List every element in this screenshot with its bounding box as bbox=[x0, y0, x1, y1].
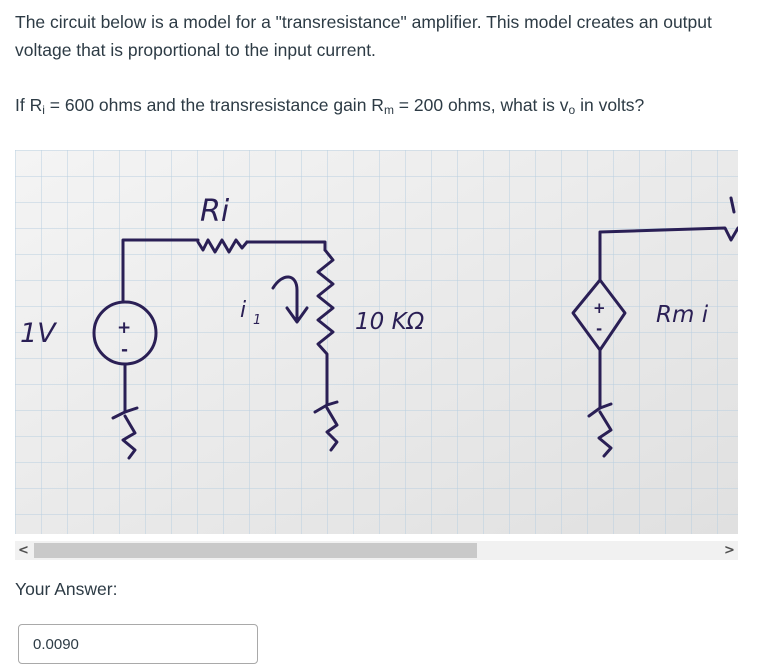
prompt-suffix: in volts? bbox=[575, 95, 645, 115]
answer-label: Your Answer: bbox=[15, 579, 118, 599]
current-label: i bbox=[240, 298, 247, 323]
question-intro: The circuit below is a model for a "transresistance" amplifier. This model creates an output voltage that is proportional to the input current. bbox=[15, 12, 712, 60]
scroll-right-arrow-icon[interactable]: > bbox=[724, 543, 735, 558]
prompt-sub-i: i bbox=[42, 103, 45, 117]
prompt-mid-1: = 600 ohms and the transresistance gain R bbox=[44, 95, 384, 115]
prompt-sub-o: o bbox=[568, 103, 576, 117]
load-resistor-label: 10 KΩ bbox=[355, 309, 425, 335]
source-minus-sign: - bbox=[121, 340, 129, 360]
dependent-plus-sign: + bbox=[593, 299, 606, 317]
source-plus-sign: + bbox=[117, 318, 132, 338]
prompt-prefix: If R bbox=[15, 95, 43, 115]
circuit-figure bbox=[15, 150, 738, 534]
prompt-mid-2: = 200 ohms, what is v bbox=[393, 95, 569, 115]
figure-horizontal-scrollbar[interactable] bbox=[15, 541, 738, 560]
answer-input[interactable] bbox=[18, 624, 258, 664]
prompt-sub-m: m bbox=[383, 103, 394, 117]
source-voltage-label: 1V bbox=[20, 318, 56, 349]
series-resistor-label: Ri bbox=[200, 194, 230, 229]
scroll-left-arrow-icon[interactable]: < bbox=[18, 543, 29, 558]
dependent-minus-sign: - bbox=[596, 320, 603, 338]
scrollbar-thumb[interactable] bbox=[34, 543, 477, 558]
current-sub-label: 1 bbox=[253, 313, 262, 328]
dependent-source-label: Rm i bbox=[656, 302, 709, 328]
question-prompt bbox=[15, 91, 755, 124]
circuit-drawing bbox=[15, 150, 738, 534]
